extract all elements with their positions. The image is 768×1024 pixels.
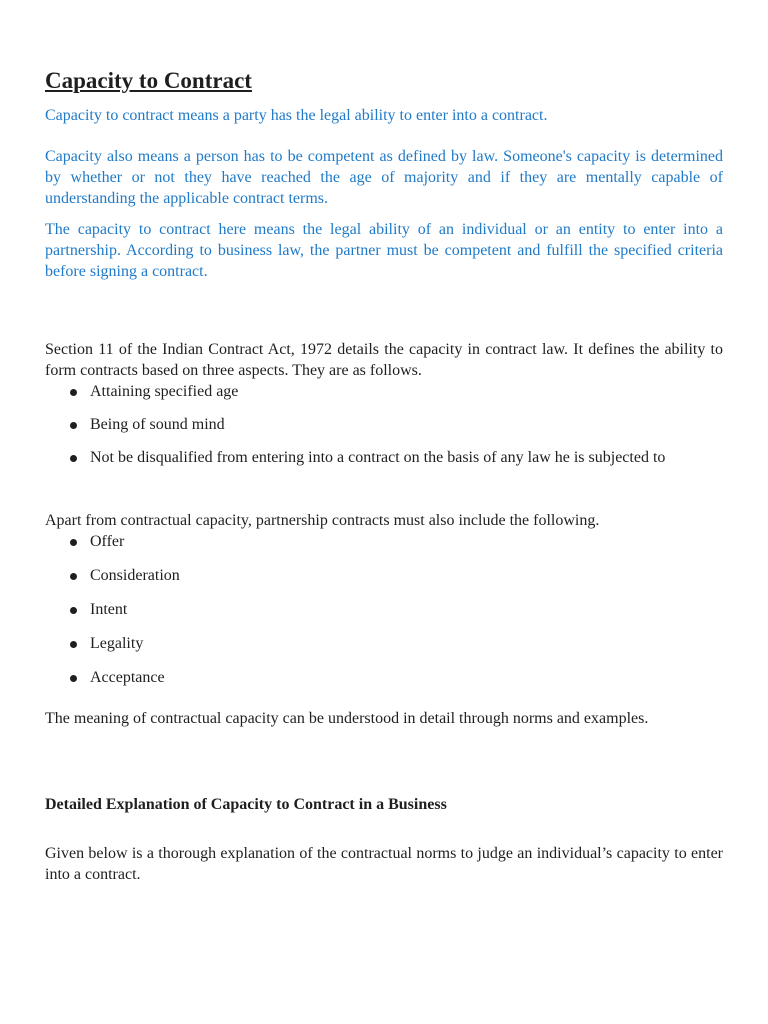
document-page xyxy=(45,64,723,885)
capacity-aspects-list xyxy=(45,381,723,468)
partnership-paragraph: The capacity to contract here means the legal ability of an individual or an entity to enter into a partnership. According to business law, the partner must be competent and fulfill the specified criteria before signing a contract. xyxy=(45,221,723,280)
list-item-text: Being of sound mind xyxy=(90,416,225,433)
section-heading: Detailed Explanation of Capacity to Contract in a Business xyxy=(45,796,447,813)
list-item xyxy=(45,667,723,688)
list-item-text: Consideration xyxy=(90,567,180,584)
contract-elements-list xyxy=(45,531,723,688)
explanation-paragraph: Given below is a thorough explanation of the contractual norms to judge an individual’s capacity to enter into a contract. xyxy=(45,845,723,883)
list-item-text: Intent xyxy=(90,601,128,618)
list-item xyxy=(45,633,723,654)
bullet-icon xyxy=(70,455,77,462)
list-item xyxy=(45,531,723,552)
bullet-icon xyxy=(70,422,77,429)
bullet-icon xyxy=(70,607,77,614)
list-item-text: Legality xyxy=(90,635,144,652)
bullet-icon xyxy=(70,641,77,648)
list-item-text: Acceptance xyxy=(90,669,165,686)
list-item-text: Attaining specified age xyxy=(90,383,239,400)
bullet-icon xyxy=(70,675,77,682)
competence-paragraph: Capacity also means a person has to be competent as defined by law. Someone's capacity is determined by whether or not they have reached the age of majority and if they are mentally capable of understanding the applicable contract terms. xyxy=(45,148,723,207)
list-item xyxy=(45,599,723,620)
list-item xyxy=(45,565,723,586)
section-11-paragraph: Section 11 of the Indian Contract Act, 1972 details the capacity in contract law. It defines the ability to form contracts based on three aspects. They are as follows. xyxy=(45,341,723,379)
bullet-icon xyxy=(70,573,77,580)
page-title: Capacity to Contract xyxy=(45,68,252,93)
apart-paragraph: Apart from contractual capacity, partnership contracts must also include the following. xyxy=(45,512,600,529)
meaning-paragraph: The meaning of contractual capacity can be understood in detail through norms and examples. xyxy=(45,710,649,727)
intro-paragraph: Capacity to contract means a party has the legal ability to enter into a contract. xyxy=(45,107,548,124)
bullet-icon xyxy=(70,539,77,546)
list-item xyxy=(45,381,723,402)
list-item-text: Not be disqualified from entering into a contract on the basis of any law he is subjected to xyxy=(90,449,666,466)
list-item-text: Offer xyxy=(90,533,125,550)
list-item xyxy=(45,414,723,435)
list-item xyxy=(45,447,723,468)
bullet-icon xyxy=(70,389,77,396)
